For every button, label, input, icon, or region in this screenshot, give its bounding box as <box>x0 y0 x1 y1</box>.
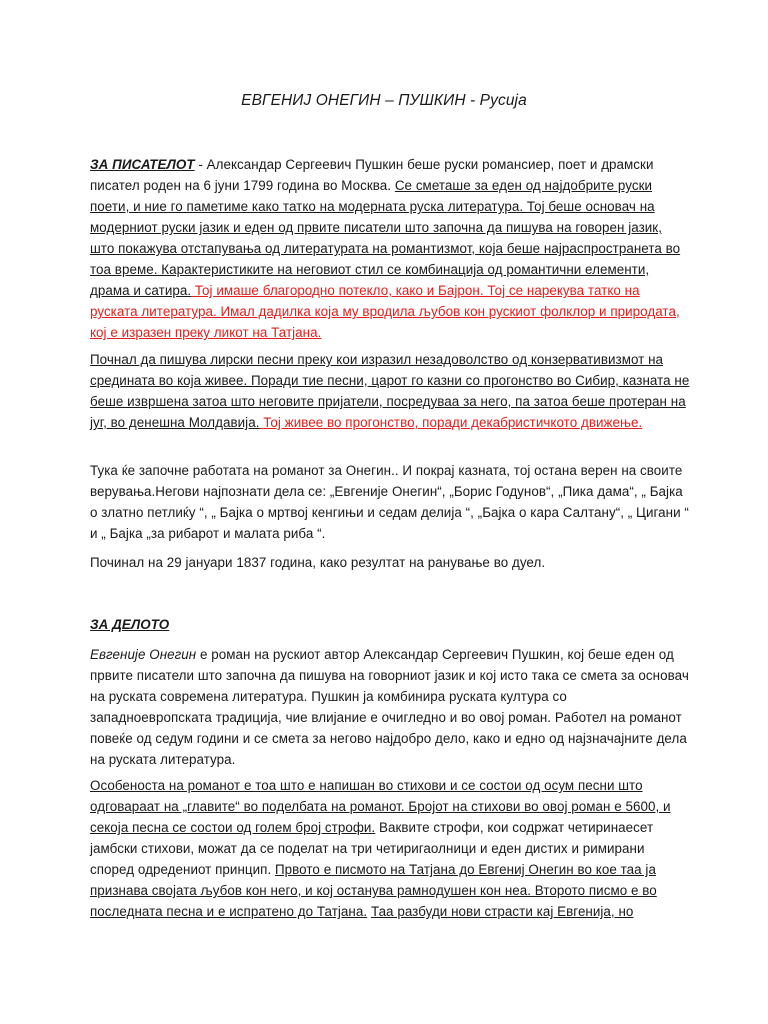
section-heading-work: ЗА ДЕЛОТО <box>90 617 170 632</box>
document-title: ЕВГЕНИЈ ОНЕГИН – ПУШКИН - Русија <box>241 92 527 109</box>
underlined-text-span: Почнал да пишува лирски песни преку кои изразил незадоволство од конзервативизмот на средината во која живее. Поради тие песни, царот го казни со прогонство во Сибир, казната не беше извршена затоа што неговите пријатели, посредуваа за него, па затоа беше протеран на југ, во денешна Молдавија. <box>90 352 690 430</box>
author-paragraph-2 <box>90 349 690 433</box>
text-span: Ваквите строфи, кои содржат четиринаесет јамбски стихови, можат да се поделат на три четиригаолници и еден дистих и римирани според одредениот принцип. <box>90 820 654 877</box>
red-underlined-text-span: Тој имаше благородно потекло, како и Бајрон. Тој се нарекува татко на руската литература. Имал дадилка која му вродила љубов кон рускиот фолклор и природата, кој е изразен преку ликот на Татјана. <box>90 283 680 340</box>
section-heading-work-container <box>90 614 690 635</box>
red-underlined-text-span: Тој живее во прогонство, поради декабристичкото движење. <box>259 415 643 430</box>
section-heading-author: ЗА ПИСАТЕЛОТ <box>90 157 195 172</box>
work-paragraph-1 <box>90 644 690 770</box>
text-span: - Александар Сергеевич Пушкин беше руски романсиер, поет и драмски писател роден на 6 јуни 1799 година во Москва. <box>90 157 654 193</box>
underlined-text-span: Особеноста на романот е тоа што е напишан во стихови и се состои од осум песни што одговараат на „главите“ во поделбата на романот. Бројот на стихови во овој роман е 5600, и секоја песна се состои од голем број строфи. <box>90 778 671 835</box>
underlined-text-span: Првото е писмото на Татјана до Евгениј Онегин во кое таа ја признава својата љубов кон него, и кој останува рамнодушен кон неа. Второто писмо е во последната песна и е испратено до Татјана. <box>90 862 657 919</box>
italic-title-span: Евгеније Онегин <box>90 647 197 662</box>
author-paragraph-1 <box>90 154 690 343</box>
underlined-text-span: Таа разбуди нови страсти кај Евгенија, но <box>370 904 634 919</box>
underlined-text-span: Се сметаше за еден од најдобрите руски поети, и ние го паметиме како татко на модерната руска литература. Тој беше основач на модерниот руски јазик и еден од првите писатели што започна да пишува на говорен јазик, што покажува отстапувања од литературата на романтизмот, која беше најраспространета во тоа време. Карактеристиките на неговиот стил се комбинација од романтични елементи, драма и сатира. <box>90 178 681 298</box>
work-paragraph-2 <box>90 775 690 922</box>
text-span: е роман на рускиот автор Александар Сергеевич Пушкин, кој беше еден од првите писатели што започна да пишува на говорниот јазик и кој исто така се смета за основач на руската современа литература. Пушкин ја комбинира руската култура со западноевропската традиција, чие влијание е очигледно и во овој роман. Работел на романот повеќе од седум години и се смета за негово најдобро дело, како и едно од најзначајните дела на руската литература. <box>90 647 689 767</box>
author-paragraph-3: Тука ќе започне работата на романот за Онегин.. И покрај казната, тој остана верен на своите верувања.Негови најпознати дела се: „Евгеније Онегин“, „Борис Годунов“, „Пика дама“, „ Бајка о златно петлиќу “, „ Бајка о мртвој кенгињи и седам делија “, „Бајка о кара Салтану“, „ Цигани “ и „ Бајка „за рибарот и малата риба “. <box>90 463 689 541</box>
author-paragraph-4: Починал на 29 јануари 1837 година, како резултат на ранување во дуел. <box>90 555 546 570</box>
